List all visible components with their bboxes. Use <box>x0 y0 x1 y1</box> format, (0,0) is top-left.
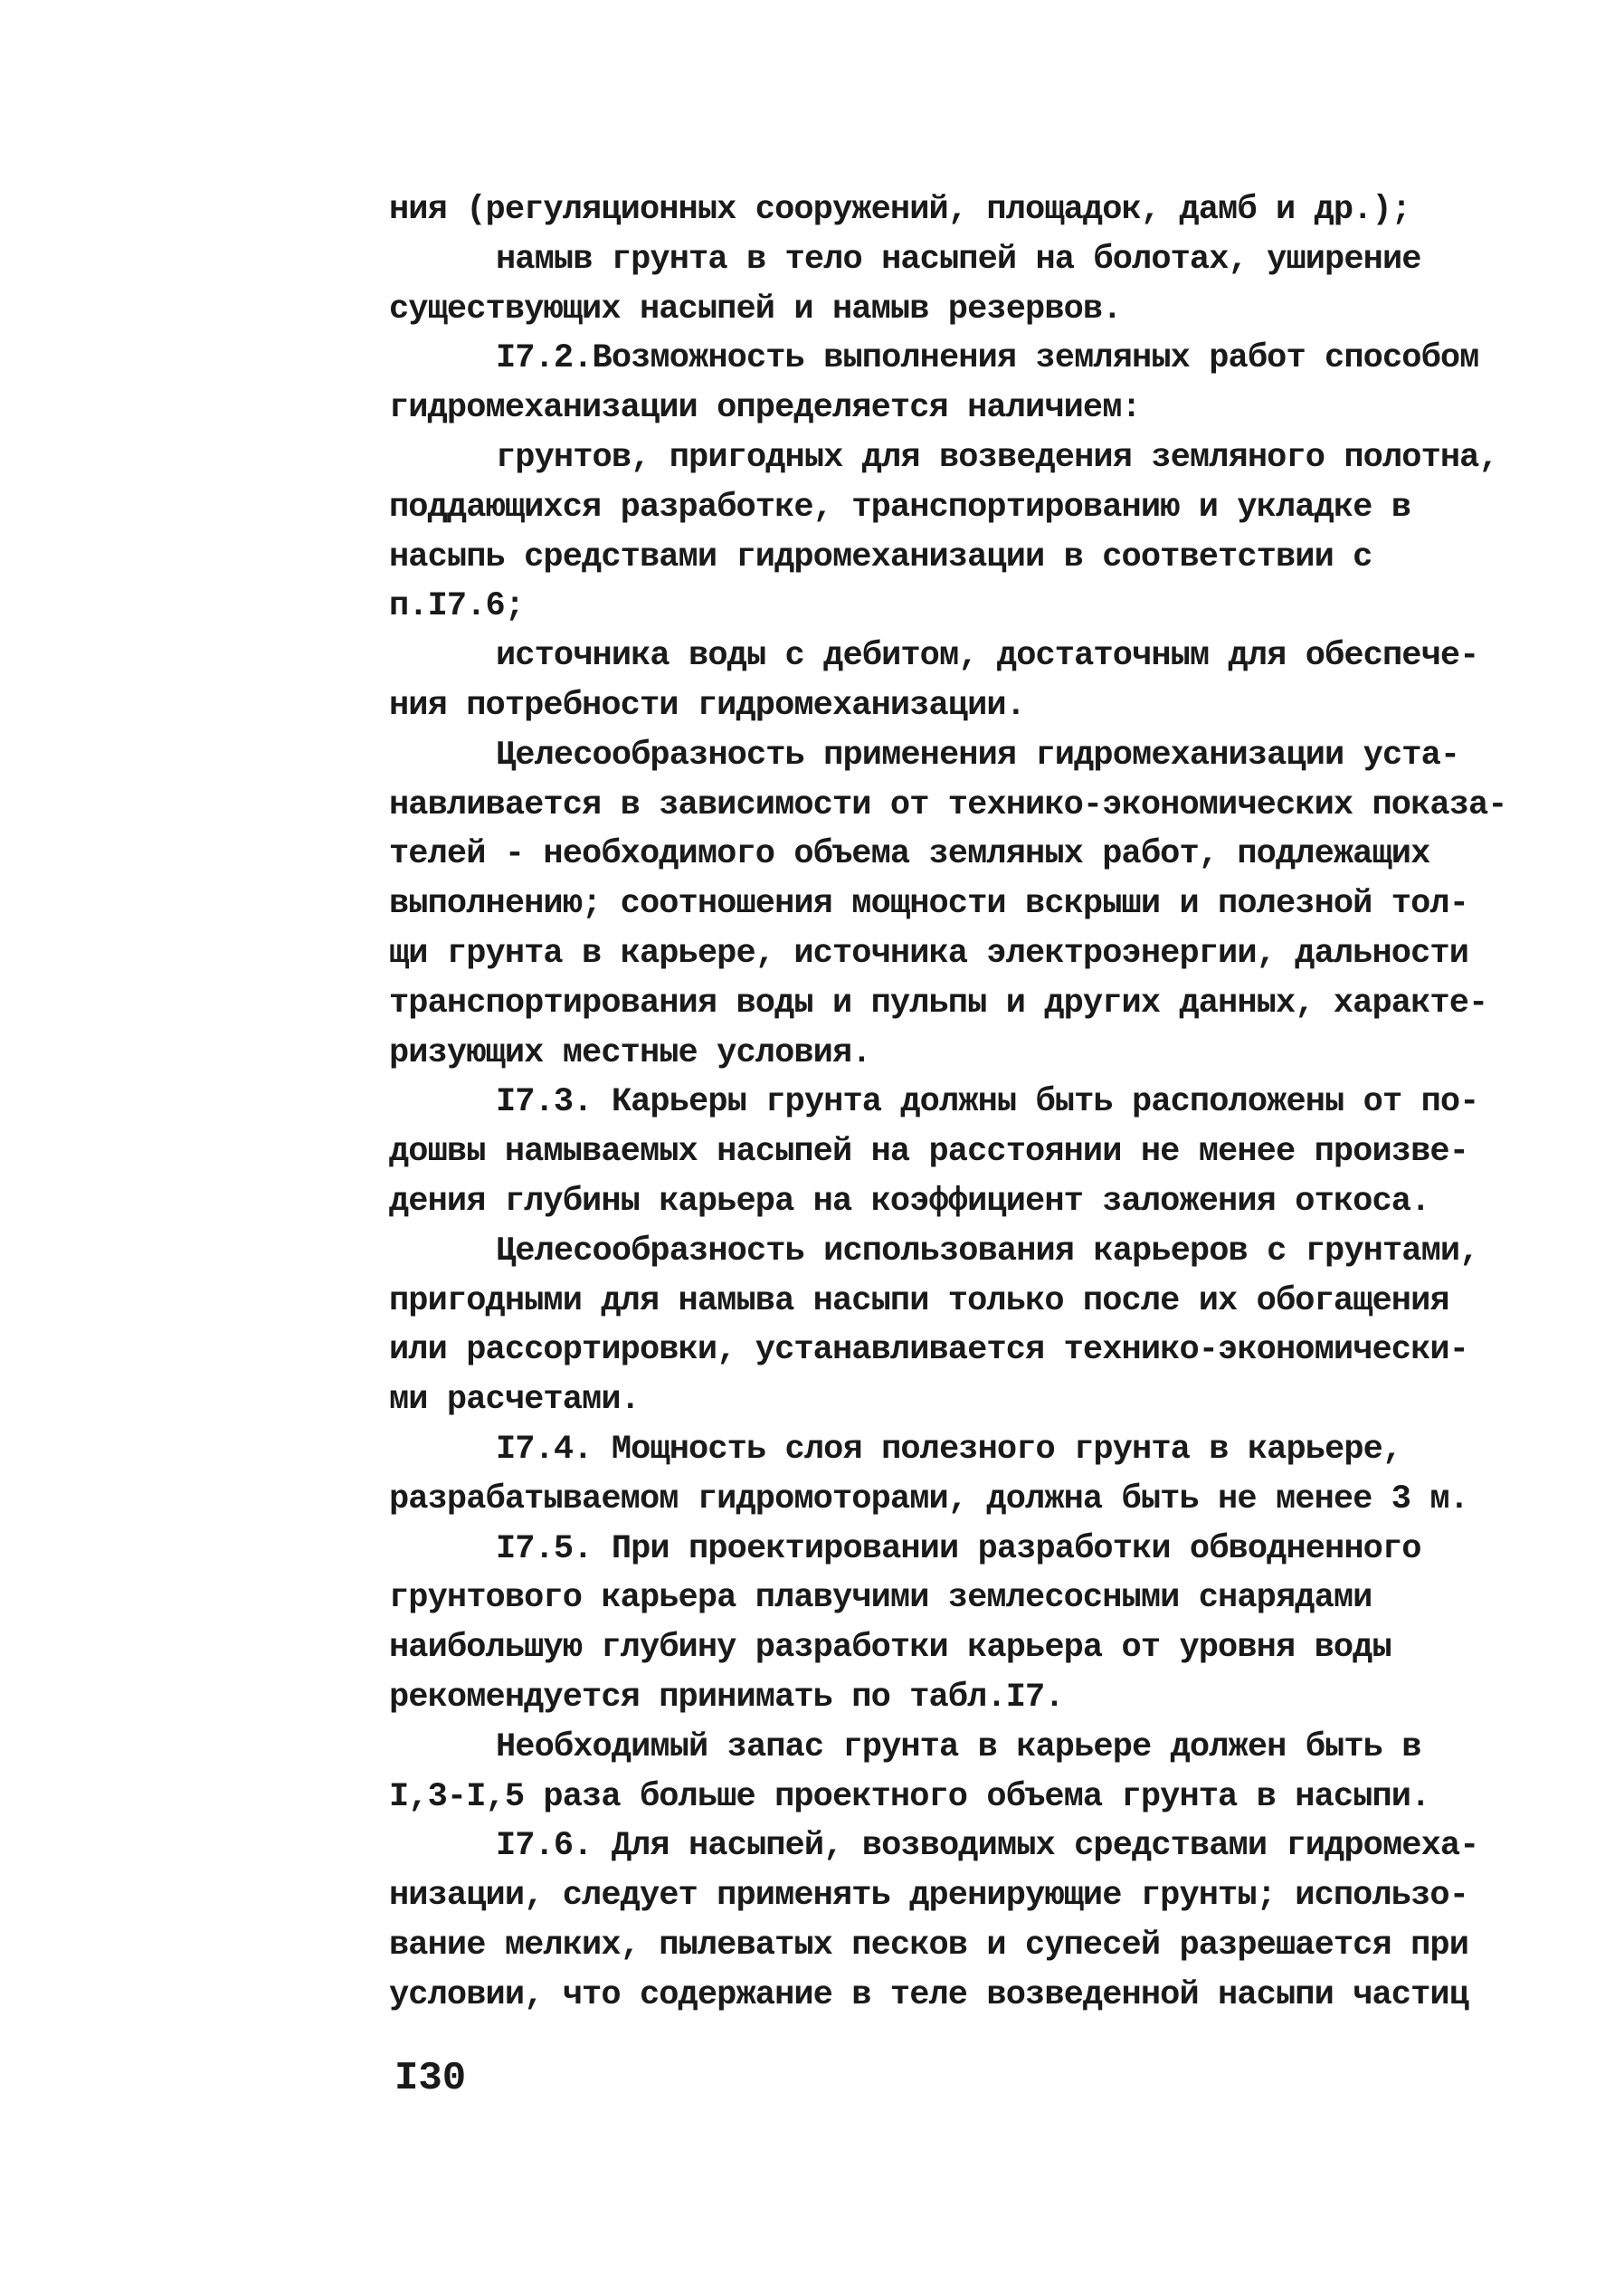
text-line: I7.2.Возможность выполнения земляных работ способом <box>496 339 1479 378</box>
text-line: насыпь средствами гидромеханизации в соответствии с <box>389 538 1372 576</box>
text-line: I7.3. Карьеры грунта должны быть расположены от по- <box>496 1083 1479 1122</box>
text-line: пригодными для намыва насыпи только после их обогащения <box>389 1281 1449 1320</box>
text-line: дения глубины карьера на коэффициент заложения откоса. <box>389 1182 1430 1221</box>
text-line: рекомендуется принимать по табл.I7. <box>389 1678 1064 1717</box>
text-line: I,3-I,5 раза больше проектного объема грунта в насыпи. <box>389 1777 1430 1816</box>
text-line: условии, что содержание в теле возведенной насыпи частиц <box>389 1975 1469 2014</box>
text-line: существующих насыпей и намыв резервов. <box>389 290 1122 328</box>
text-line: гидромеханизации определяется наличием: <box>389 389 1141 428</box>
text-line: навливается в зависимости от технико-экономических показа- <box>389 785 1507 824</box>
text-line: источника воды с дебитом, достаточным для обеспече- <box>496 637 1479 676</box>
text-line: Целесообразность использования карьеров с грунтами, <box>496 1232 1479 1270</box>
text-line: щи грунта в карьере, источника электроэнергии, дальности <box>389 934 1469 973</box>
text-line: ния (регуляционных сооружений, площадок, дамб и др.); <box>389 191 1411 229</box>
text-line: выполнению; соотношения мощности вскрыши и полезной тол- <box>389 885 1469 924</box>
text-line: транспортирования воды и пульпы и других данных, характе- <box>389 984 1488 1023</box>
text-line: намыв грунта в тело насыпей на болотах, уширение <box>496 240 1421 279</box>
text-line: наибольшую глубину разработки карьера от уровня воды <box>389 1629 1391 1668</box>
text-line: I7.5. При проектировании разработки обводненного <box>496 1529 1421 1568</box>
text-line: I7.6. Для насыпей, возводимых средствами гидромеха- <box>496 1827 1479 1866</box>
text-line: Необходимый запас грунта в карьере должен быть в <box>496 1727 1421 1766</box>
text-line: разрабатываемом гидромоторами, должна быть не менее 3 м. <box>389 1480 1469 1518</box>
body-text <box>389 186 1565 2020</box>
text-line: дошвы намываемых насыпей на расстоянии не менее произве- <box>389 1133 1469 1172</box>
text-line: вание мелких, пылеватых песков и супесей разрешается при <box>389 1926 1469 1965</box>
text-line: низации, следует применять дренирующие грунты; использо- <box>389 1877 1469 1916</box>
text-line: или рассортировки, устанавливается технико-экономически- <box>389 1331 1469 1370</box>
text-line: I7.4. Мощность слоя полезного грунта в карьере, <box>496 1430 1402 1469</box>
text-line: Целесообразность применения гидромеханизации уста- <box>496 736 1460 775</box>
text-line: телей - необходимого объема земляных работ, подлежащих <box>389 835 1430 874</box>
text-line: грунтов, пригодных для возведения земляного полотна, <box>496 438 1498 477</box>
page-number: I30 <box>394 2056 467 2101</box>
text-line: ми расчетами. <box>389 1381 640 1420</box>
text-line: грунтового карьера плавучими землесосными снарядами <box>389 1579 1372 1618</box>
text-line: ризующих местные условия. <box>389 1033 871 1072</box>
text-line: п.I7.6; <box>389 587 525 626</box>
text-line: ния потребности гидромеханизации. <box>389 686 1026 725</box>
text-line: поддающихся разработке, транспортированию и укладке в <box>389 488 1411 527</box>
